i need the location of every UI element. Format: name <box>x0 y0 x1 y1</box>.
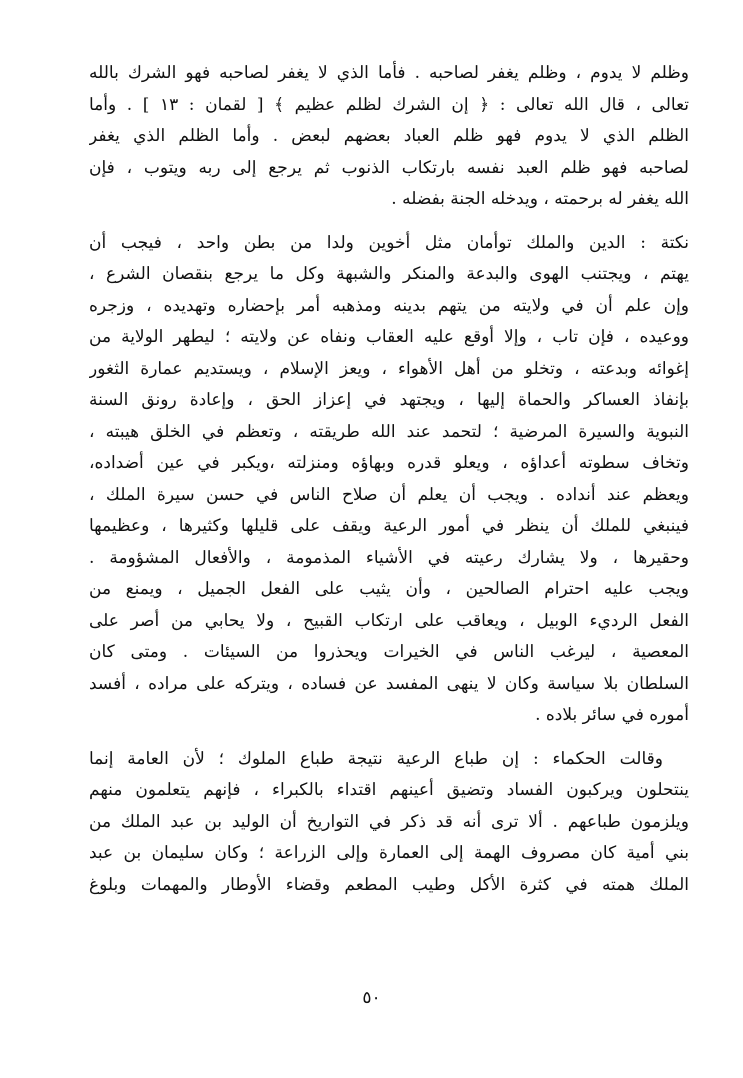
text-line: الظلم الذي لا يدوم فهو ظلم العباد بعضهم لبعض . وأما الظلم الذي يغفر <box>89 126 689 146</box>
text-line: فينبغي للملك أن ينظر في أمور الرعية ويقف على قليلها وكثيرها ، وعظيمها <box>89 516 689 536</box>
text-line: بإنفاذ العساكر والحماة إليها ، ويجتهد في إعزاز الحق ، وإعادة رونق السنة <box>89 390 689 410</box>
text-line: الملك همته في كثرة الأكل وطيب المطعم وقضاء الأوطار والمهمات وبلوغ <box>89 874 689 895</box>
text-line: ينتحلون ويركبون الفساد وتضيق أعينهم اقتداء بالكبراء ، فإنهم يتعلمون منهم <box>89 780 689 800</box>
text-line: يهتم ، ويجتنب الهوى والبدعة والمنكر والشبهة وكل ما يرجع بنقصان الشرع ، <box>89 264 689 284</box>
text-line: بني أمية كان مصروف الهمة إلى العمارة وإلى الزراعة ؛ وكان سليمان بن عبد <box>89 843 689 863</box>
text-line: ووعيده ، فإن تاب ، وإلا أوقع عليه العقاب ونفاه عن ولايته ؛ ليطهر الولاية من <box>89 327 689 347</box>
text-line: المعصية ، ليرغب الناس في الخيرات ويحذروا من السيئات . ومتى كان <box>89 642 689 662</box>
text-line: ويعظم عند أنداده . ويجب أن يعلم أن صلاح الناس في حسن سيرة الملك ، <box>89 484 689 505</box>
paragraph-1 <box>89 58 689 216</box>
text-line: وإن علم أن في ولايته من يتهم بدينه ومذهبه أمر بإحضاره وتهديده ، وزجره <box>89 295 689 316</box>
text-line: تعالى ، قال الله تعالى : ﴿ إن الشرك لظلم عظيم ﴾ [ لقمان : ١٣ ] . وأما <box>89 94 689 115</box>
text-line: وقالت الحكماء : إن طباع الرعية نتيجة طباع الملوك ؛ لأن العامة إنما <box>89 748 663 769</box>
text-line: نكتة : الدين والملك توأمان مثل أخوين ولدا من بطن واحد ، فيجب أن <box>89 232 689 253</box>
page-number: ٥٠ <box>362 988 381 1008</box>
text-line: ويلزمون طباعهم . ألا ترى أنه قد ذكر في التواريخ أن الوليد بن عبد الملك من <box>89 811 689 832</box>
text-line: وظلم لا يدوم ، وظلم يغفر لصاحبه . فأما الذي لا يغفر لصاحبه فهو الشرك بالله <box>89 63 689 83</box>
text-line: أموره في سائر بلاده . <box>535 705 689 725</box>
text-line: إغوائه وبدعته ، وتخلو من أهل الأهواء ، ويعز الإسلام ، ويستديم عمارة الثغور <box>89 358 689 379</box>
text-line: الفعل الرديء الوبيل ، ويعاقب على ارتكاب القبيح ، ولا يحابي من أصر على <box>89 610 689 631</box>
text-line: لصاحبه فهو ظلم العبد نفسه بارتكاب الذنوب ثم يرجع إلى ربه ويتوب ، فإن <box>89 157 689 178</box>
paragraph-3 <box>89 744 689 902</box>
text-line: وتخاف سطوته أعداؤه ، ويعلو قدره وبهاؤه ومنزلته ،ويكبر في عين أضداده، <box>89 453 689 473</box>
page-body <box>89 58 689 901</box>
text-line: الله يغفر له برحمته ، ويدخله الجنة بفضله . <box>391 189 689 209</box>
paragraph-2 <box>89 228 689 732</box>
text-line: النبوية والسيرة المرضية ؛ لتحمد عند الله طريقته ، وتعظم في الخلق هيبته ، <box>89 421 689 442</box>
text-line: السلطان بلا سياسة وكان لا ينهى المفسد عن فساده ، ويتركه على مراده ، أفسد <box>89 673 689 694</box>
text-line: وحقيرها ، ولا يشارك رعيته في الأشياء المذمومة ، والأفعال المشؤومة . <box>89 547 689 568</box>
text-line: ويجب عليه احترام الصالحين ، وأن يثيب على الفعل الجميل ، ويمنع من <box>89 579 689 599</box>
